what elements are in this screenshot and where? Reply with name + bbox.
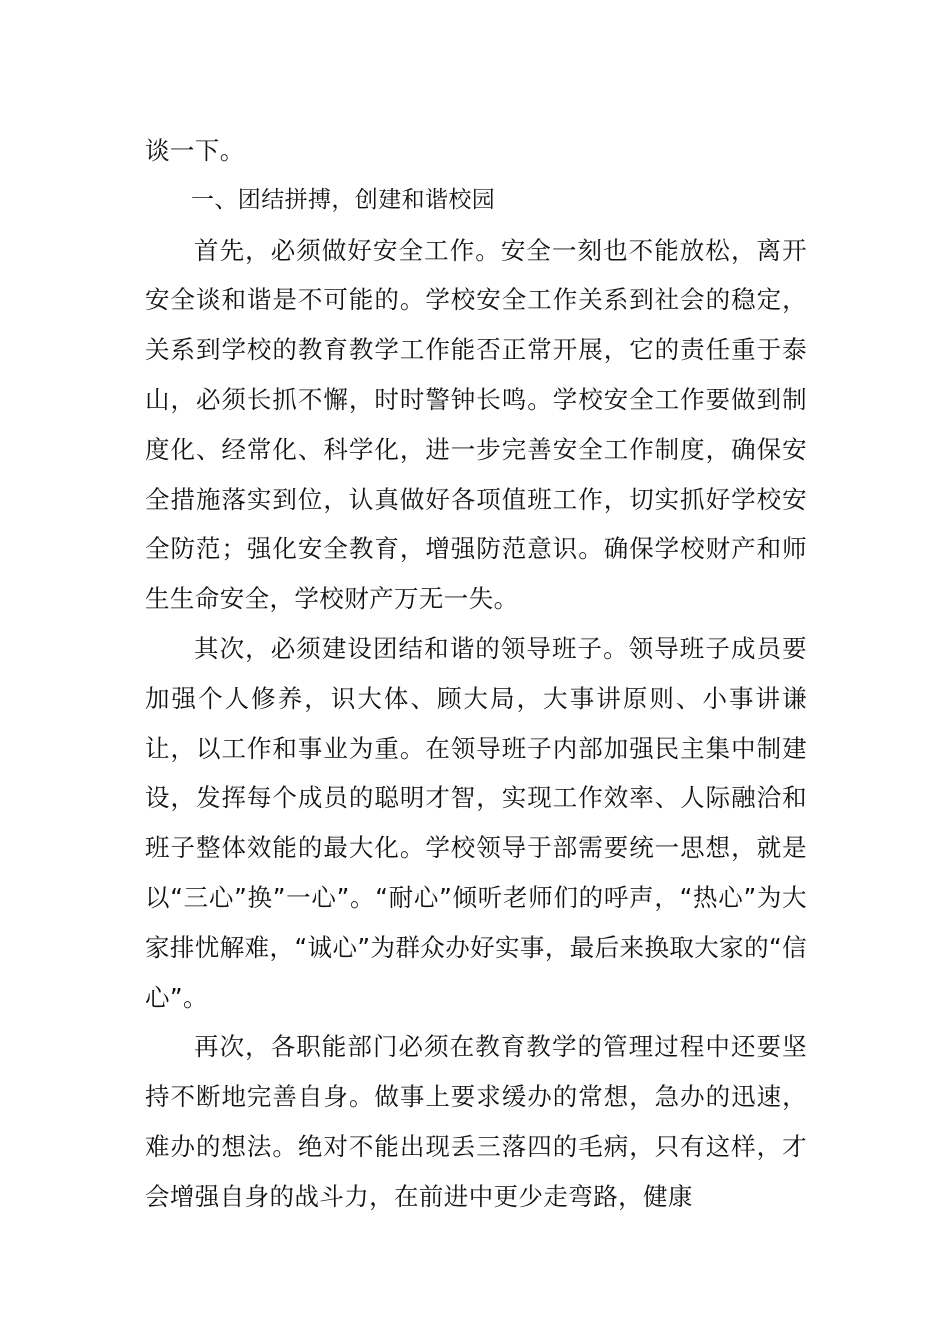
paragraph-leadership: 其次，必须建设团结和谐的领导班子。领导班子成员要加强个人修养，识大体、顾大局，大事讲原则、小事讲谦让，以工作和事业为重。在领导班子内部加强民主集中制建设，发挥每个成员的聪明才智，实现工作效率、人际融洽和班子整体效能的最大化。学校领导于部需要统一思想，就是以“三心”换”一心”。“耐心”倾听老师们的呼声，“热心”为大家排忧解难，“诚心”为群众办好实事，最后来换取大家的“信心”。 — [145, 633, 807, 1012]
document-body — [145, 126, 807, 1222]
section-heading: 一、团结拼搏，创建和谐校园 — [191, 186, 496, 213]
paragraph-safety: 首先，必须做好安全工作。安全一刻也不能放松，离开安全谈和谐是不可能的。学校安全工作关系到社会的稳定，关系到学校的教育教学工作能否正常开展，它的责任重于泰山，必须长抓不懈，时时警钟长鸣。学校安全工作要做到制度化、经常化、科学化，进一步完善安全工作制度，确保安全措施落实到位，认真做好各项值班工作，切实抓好学校安全防范；强化安全教育，增强防范意识。确保学校财产和师生生命安全，学校财产万无一失。 — [145, 235, 807, 614]
paragraph-continuation: 谈一下。 — [145, 136, 245, 165]
paragraph-departments: 再次，各职能部门必须在教育教学的管理过程中还要坚持不断地完善自身。做事上要求缓办的常想，急办的迅速，难办的想法。绝对不能出现丢三落四的毛病，只有这样，才会增强自身的战斗力，在前进中更少走弯路，健康 — [145, 1032, 807, 1211]
